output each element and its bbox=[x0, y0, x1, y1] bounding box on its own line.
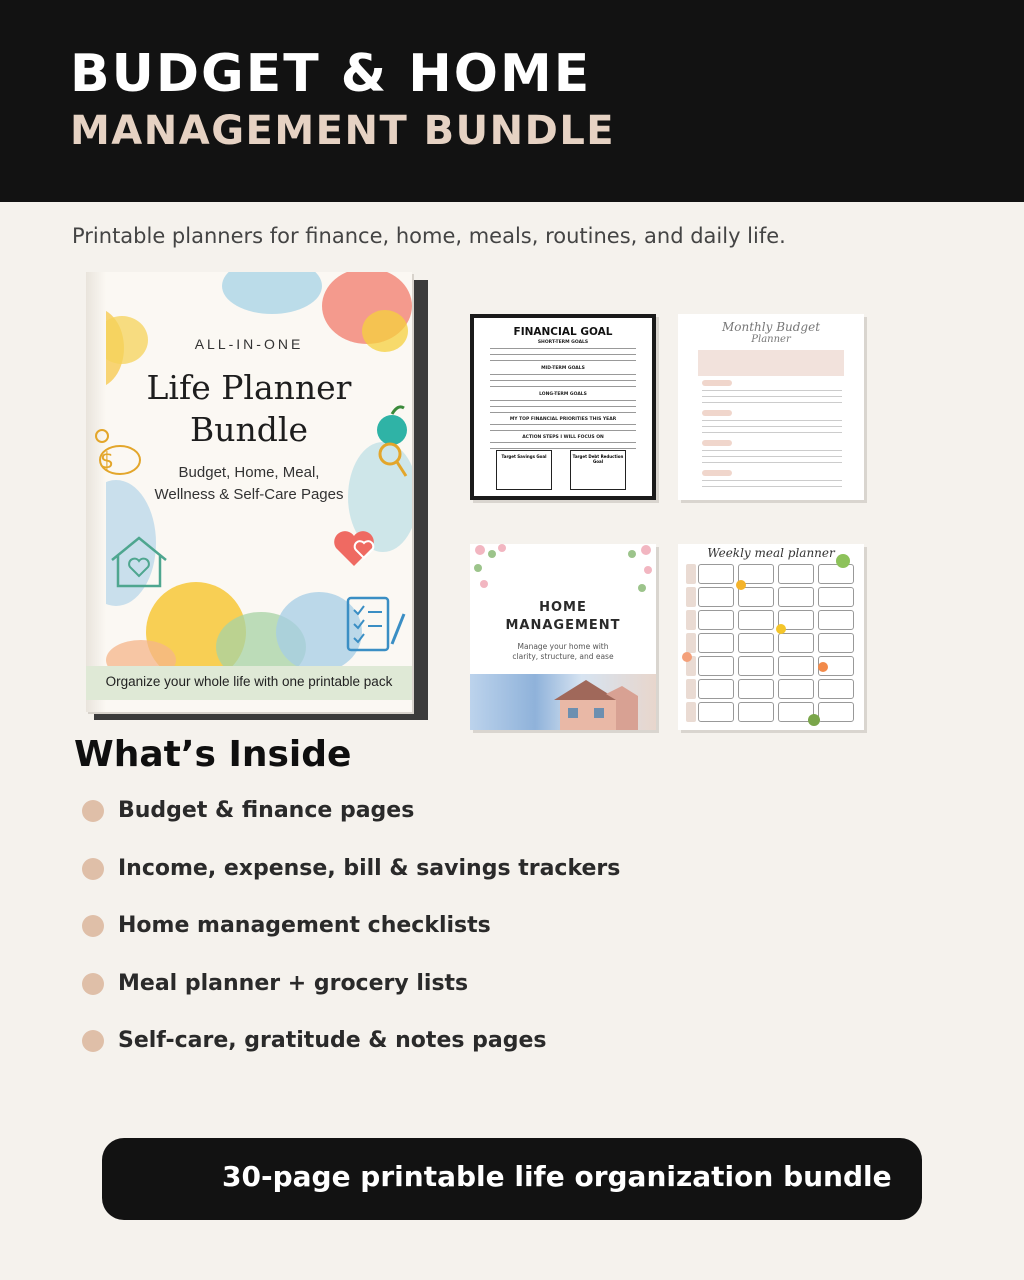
meal-cell bbox=[698, 564, 734, 584]
meal-cell bbox=[818, 679, 854, 699]
financial-goal-label: LONG-TERM GOALS bbox=[539, 392, 587, 397]
budget-line bbox=[702, 420, 842, 421]
monthly-budget-thumbnail bbox=[678, 314, 864, 500]
book-title-line-2: Bundle bbox=[190, 410, 308, 449]
meal-cell bbox=[778, 656, 814, 676]
book-kicker: ALL-IN-ONE bbox=[194, 336, 304, 352]
bullet-dot bbox=[82, 858, 104, 880]
budget-category-pill bbox=[702, 410, 732, 416]
avocado-icon bbox=[808, 714, 820, 726]
title-line-2: MANAGEMENT BUNDLE bbox=[70, 108, 616, 154]
hearts-icon bbox=[330, 522, 386, 572]
monthly-budget-title-line-2: Planner bbox=[751, 334, 791, 345]
whats-inside-list bbox=[82, 794, 620, 1082]
meal-cell bbox=[818, 610, 854, 630]
monthly-budget-title-line-1: Monthly Budget bbox=[721, 320, 821, 334]
budget-line bbox=[702, 426, 842, 427]
subtitle: Printable planners for finance, home, meals, routines, and daily life. bbox=[72, 224, 786, 248]
meal-cell bbox=[698, 702, 734, 722]
watercolor-house-painting bbox=[470, 674, 656, 730]
header-banner bbox=[0, 0, 1024, 202]
weekly-meal-planner-thumbnail bbox=[678, 544, 864, 730]
financial-goal-label: MY TOP FINANCIAL PRIORITIES THIS YEAR bbox=[509, 417, 617, 422]
financial-goal-label: MID-TERM GOALS bbox=[541, 366, 585, 371]
day-tab bbox=[686, 679, 696, 699]
bullet-dot bbox=[82, 800, 104, 822]
meal-cell bbox=[738, 587, 774, 607]
meal-cell bbox=[738, 610, 774, 630]
title-line-1: BUDGET & HOME bbox=[70, 44, 592, 104]
bullet-dot bbox=[82, 1030, 104, 1052]
financial-goal-thumbnail bbox=[470, 314, 656, 500]
list-item bbox=[82, 852, 620, 910]
budget-line bbox=[702, 450, 842, 451]
checklist-icon bbox=[344, 594, 408, 654]
budget-line bbox=[702, 456, 842, 457]
meal-cell bbox=[738, 679, 774, 699]
meal-cell bbox=[698, 610, 734, 630]
financial-goal-label: SHORT-TERM GOALS bbox=[537, 340, 589, 345]
floral-border-icon bbox=[470, 544, 656, 604]
lemon-icon bbox=[776, 624, 786, 634]
book-subtitle-line-2: Wellness & Self-Care Pages bbox=[154, 486, 344, 503]
home-heart-icon bbox=[106, 532, 172, 590]
book-title-line-1: Life Planner bbox=[146, 368, 352, 407]
list-item-text: Income, expense, bill & savings trackers bbox=[118, 855, 621, 881]
meal-cell bbox=[818, 564, 854, 584]
budget-line bbox=[702, 390, 842, 391]
meal-cell bbox=[818, 633, 854, 653]
day-tab bbox=[686, 587, 696, 607]
budget-line bbox=[702, 432, 842, 433]
budget-line bbox=[702, 462, 842, 463]
meal-cell bbox=[818, 702, 854, 722]
bundle-banner-text: 30-page printable life organization bundle bbox=[222, 1160, 892, 1193]
svg-text:$: $ bbox=[100, 449, 114, 474]
list-item bbox=[82, 794, 620, 852]
list-item bbox=[82, 967, 620, 1025]
meal-cell bbox=[778, 633, 814, 653]
bullet-dot bbox=[82, 973, 104, 995]
house-icon bbox=[550, 676, 640, 730]
budget-category-pill bbox=[702, 380, 732, 386]
debt-goal-box: Target Debt Reduction Goal bbox=[570, 450, 626, 490]
day-tab bbox=[686, 633, 696, 653]
book-cover bbox=[86, 272, 412, 712]
meal-cell bbox=[738, 656, 774, 676]
list-item-text: Home management checklists bbox=[118, 913, 491, 938]
home-management-subtitle-line-2: clarity, structure, and ease bbox=[512, 652, 614, 661]
bundle-banner bbox=[102, 1138, 922, 1220]
home-management-thumbnail bbox=[470, 544, 656, 730]
meal-cell bbox=[778, 587, 814, 607]
savings-goal-box: Target Savings Goal bbox=[496, 450, 552, 490]
avocado-icon bbox=[836, 554, 850, 568]
meal-cell bbox=[698, 679, 734, 699]
financial-goal-label: ACTION STEPS I WILL FOCUS ON bbox=[522, 435, 604, 440]
book-band-text: Organize your whole life with one printable pack bbox=[105, 674, 393, 689]
list-item bbox=[82, 1024, 620, 1082]
budget-category-pill bbox=[702, 470, 732, 476]
list-item-text: Meal planner + grocery lists bbox=[118, 970, 469, 996]
book-subtitle-line-1: Budget, Home, Meal, bbox=[178, 464, 320, 481]
day-tab bbox=[686, 702, 696, 722]
weekly-meal-title: Weekly meal planner bbox=[707, 546, 835, 560]
home-management-title-line-2: MANAGEMENT bbox=[505, 618, 621, 633]
meal-cell bbox=[698, 587, 734, 607]
home-management-title-line-1: HOME bbox=[539, 600, 587, 615]
meal-cell bbox=[698, 633, 734, 653]
meal-cell bbox=[738, 633, 774, 653]
budget-summary-band bbox=[698, 350, 844, 376]
home-management-subtitle-line-1: Manage your home with bbox=[517, 642, 609, 651]
meal-cell bbox=[738, 702, 774, 722]
lemon-icon bbox=[736, 580, 746, 590]
meal-cell bbox=[818, 587, 854, 607]
budget-line bbox=[702, 396, 842, 397]
budget-line bbox=[702, 402, 842, 403]
peach-icon bbox=[682, 652, 692, 662]
meal-cell bbox=[778, 564, 814, 584]
day-tab bbox=[686, 564, 696, 584]
watercolor-blob bbox=[222, 272, 322, 314]
budget-line bbox=[702, 486, 842, 487]
financial-goal-title: FINANCIAL GOAL bbox=[513, 326, 613, 338]
list-item-text: Self-care, gratitude & notes pages bbox=[118, 1028, 547, 1053]
meal-grid bbox=[686, 564, 858, 724]
orange-icon bbox=[818, 662, 828, 672]
budget-line bbox=[702, 480, 842, 481]
day-tab bbox=[686, 610, 696, 630]
meal-cell bbox=[698, 656, 734, 676]
meal-cell bbox=[778, 679, 814, 699]
whats-inside-heading: What’s Inside bbox=[74, 734, 352, 775]
list-item-text: Budget & finance pages bbox=[118, 798, 415, 823]
budget-category-pill bbox=[702, 440, 732, 446]
list-item bbox=[82, 909, 620, 967]
bullet-dot bbox=[82, 915, 104, 937]
